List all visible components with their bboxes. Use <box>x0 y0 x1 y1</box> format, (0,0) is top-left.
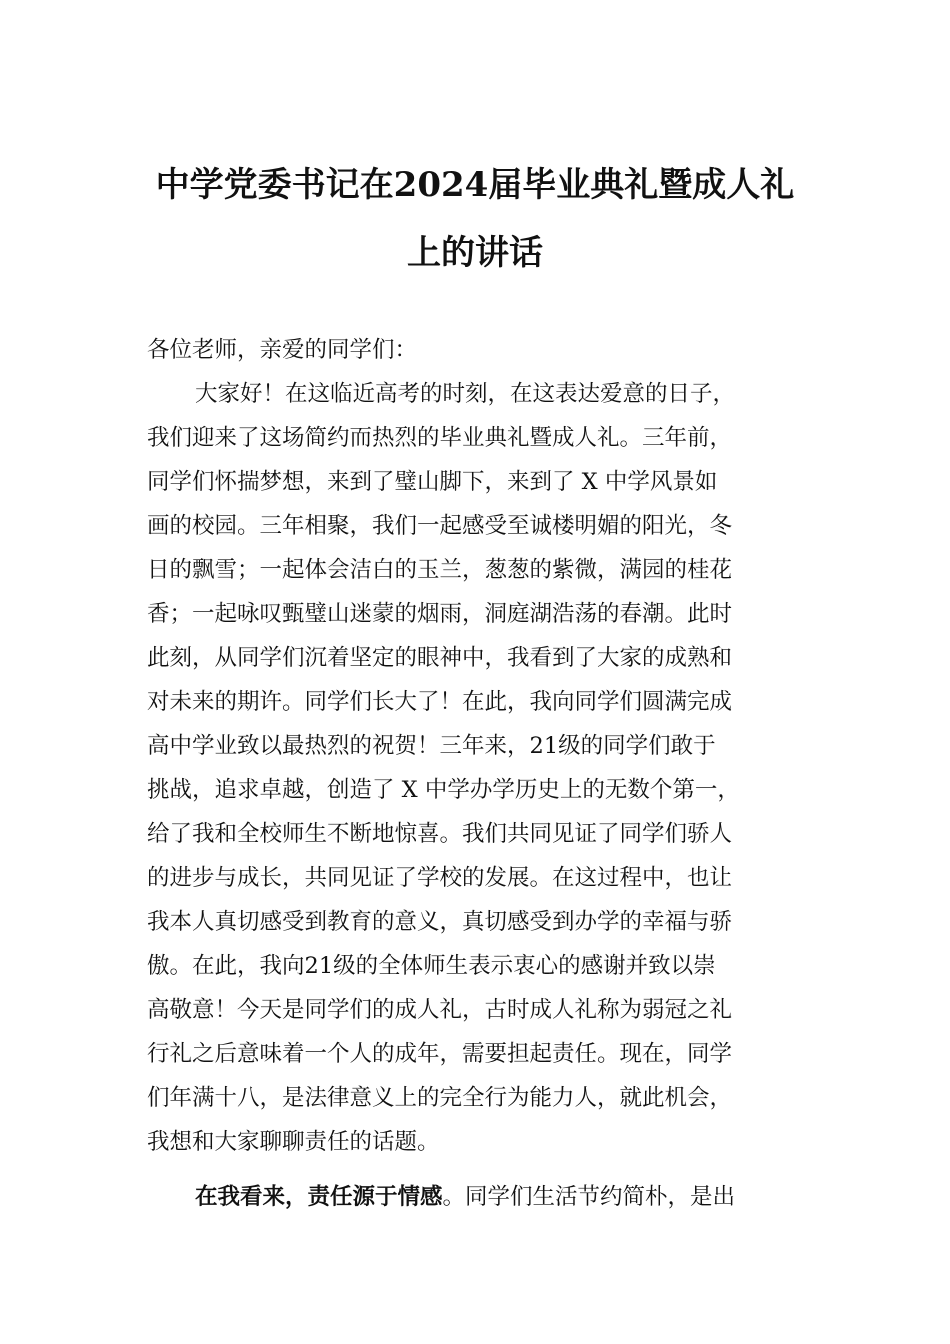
paragraph-line: 对未来的期许。同学们长大了！在此，我向同学们圆满完成 <box>147 689 733 715</box>
paragraph-line: 我想和大家聊聊责任的话题。 <box>147 1129 440 1155</box>
paragraph-line: 高敬意！今天是同学们的成人礼，古时成人礼称为弱冠之礼 <box>147 997 733 1023</box>
paragraph-line: 傲。在此，我向21级的全体师生表示衷心的感谢并致以崇 <box>147 953 716 979</box>
salutation: 各位老师，亲爱的同学们： <box>147 337 418 363</box>
paragraph-line: 给了我和全校师生不断地惊喜。我们共同见证了同学们骄人 <box>147 821 733 847</box>
paragraph-line: 画的校园。三年相聚，我们一起感受至诚楼明媚的阳光，冬 <box>147 513 733 539</box>
paragraph-2-bold-lead: 在我看来，责任源于情感 <box>195 1184 443 1210</box>
paragraph-line: 我本人真切感受到教育的意义，真切感受到办学的幸福与骄 <box>147 909 733 935</box>
paragraph-line: 我们迎来了这场简约而热烈的毕业典礼暨成人礼。三年前， <box>147 425 733 451</box>
paragraph-line: 高中学业致以最热烈的祝贺！三年来，21级的同学们敢于 <box>147 733 716 759</box>
paragraph-line: 们年满十八，是法律意义上的完全行为能力人，就此机会， <box>147 1085 733 1111</box>
paragraph-line: 此刻，从同学们沉着坚定的眼神中，我看到了大家的成熟和 <box>147 645 733 671</box>
paragraph-line: 挑战，追求卓越，创造了 X 中学办学历史上的无数个第一， <box>147 777 740 803</box>
paragraph-line: 日的飘雪；一起体会洁白的玉兰，葱葱的紫微，满园的桂花 <box>147 557 733 583</box>
paragraph-line: 行礼之后意味着一个人的成年，需要担起责任。现在，同学 <box>147 1041 733 1067</box>
document-title-line-1: 中学党委书记在2024届毕业典礼暨成人礼 <box>155 165 795 205</box>
paragraph-line: 的进步与成长，共同见证了学校的发展。在这过程中，也让 <box>147 865 733 891</box>
paragraph-line: 同学们怀揣梦想，来到了璧山脚下，来到了 X 中学风景如 <box>147 469 718 495</box>
paragraph-line: 大家好！在这临近高考的时刻，在这表达爱意的日子， <box>195 381 736 407</box>
paragraph-2-text: 。同学们生活节约简朴，是出 <box>442 1184 736 1210</box>
document-title-line-2: 上的讲话 <box>407 233 543 273</box>
paragraph-2-first-line <box>195 1186 860 1209</box>
paragraph-line: 香；一起咏叹甄璧山迷蒙的烟雨，洞庭湖浩荡的春潮。此时 <box>147 601 733 627</box>
